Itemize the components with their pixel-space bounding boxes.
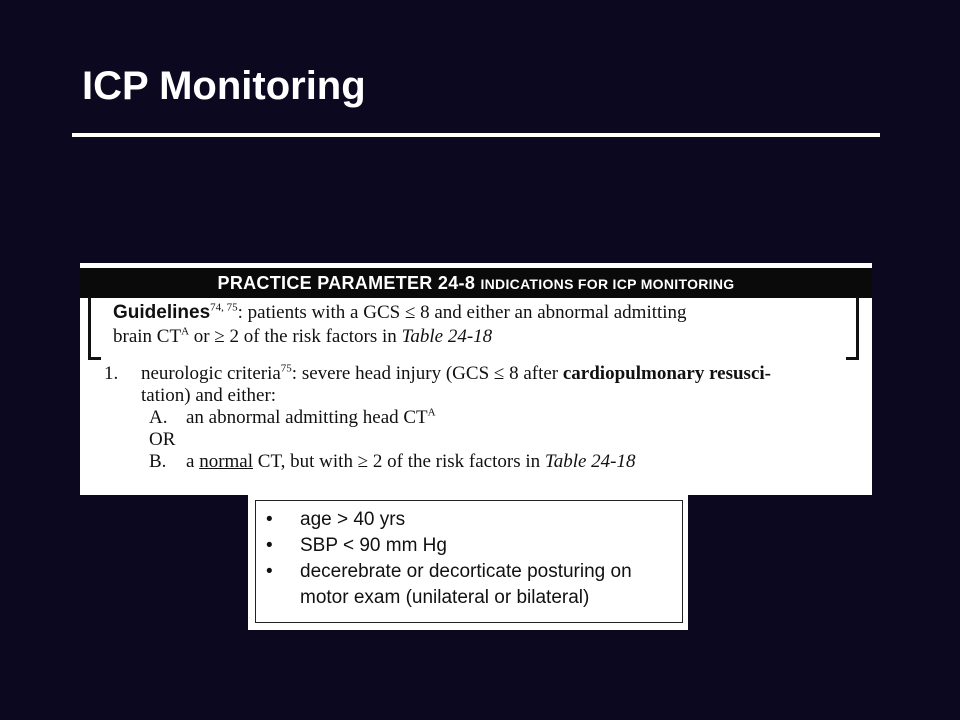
criteria-text-1b: cardiopulmonary resusci- — [562, 363, 771, 384]
risk-factor-text: SBP < 90 mm Hg — [300, 535, 447, 556]
guidelines-text-2a: brain CT — [113, 326, 182, 347]
guidelines-ct-sup: A — [181, 325, 190, 338]
bullet-icon: • — [266, 535, 273, 556]
title-divider — [72, 133, 880, 137]
option-b-text-2: CT, but with ≥ 2 of the risk factors in — [253, 451, 545, 472]
option-b-table-ref: Table 24-18 — [544, 451, 636, 472]
slide-title: ICP Monitoring — [82, 64, 366, 108]
option-b-label: B. — [149, 451, 167, 472]
header-sub: INDICATIONS FOR ICP MONITORING — [480, 276, 735, 292]
bullet-icon: • — [266, 509, 273, 530]
criteria-or: OR — [149, 429, 176, 450]
option-a-sup: A — [427, 406, 436, 419]
risk-factors-list — [262, 507, 672, 611]
risk-factor-text: age > 40 yrs — [300, 509, 406, 530]
bullet-icon: • — [266, 561, 273, 582]
guidelines-table-ref: Table 24-18 — [401, 326, 493, 347]
criteria-option-b — [149, 451, 636, 473]
guidelines-line-1 — [113, 301, 853, 325]
guidelines-block — [113, 301, 853, 349]
practice-parameter-panel — [80, 263, 872, 495]
list-item — [262, 559, 672, 611]
list-item — [262, 533, 672, 559]
criteria-label-sup: 75 — [280, 362, 292, 375]
criteria-number: 1. — [104, 363, 119, 384]
option-a-text: an abnormal admitting head CT — [186, 407, 428, 428]
risk-factor-text: decerebrate or decorticate posturing on motor exam (unilateral or bilateral) — [300, 561, 632, 608]
criteria-option-a — [149, 407, 436, 429]
criteria-line-2: tation) and either: — [141, 385, 277, 406]
header-main: PRACTICE PARAMETER 24-8 — [217, 273, 476, 293]
practice-parameter-header — [80, 268, 872, 298]
option-b-normal: normal — [199, 451, 254, 472]
option-a-label: A. — [149, 407, 168, 428]
guidelines-bracket-left — [88, 297, 101, 360]
guidelines-refs: 74, 75 — [210, 301, 238, 314]
guidelines-text-2b: or ≥ 2 of the risk factors in — [189, 326, 402, 347]
option-b-text-1: a — [186, 451, 200, 472]
list-item — [262, 507, 672, 533]
risk-factors-panel — [248, 495, 688, 630]
criteria-line-1 — [104, 363, 872, 385]
criteria-text-1a: : severe head injury (GCS ≤ 8 after — [291, 363, 563, 384]
guidelines-line-2 — [113, 325, 853, 349]
risk-factors-box — [255, 500, 683, 623]
criteria-label: neurologic criteria — [141, 363, 281, 384]
guidelines-word: Guidelines — [113, 302, 211, 323]
guidelines-text-1: : patients with a GCS ≤ 8 and either an abnormal admitting — [237, 302, 687, 323]
